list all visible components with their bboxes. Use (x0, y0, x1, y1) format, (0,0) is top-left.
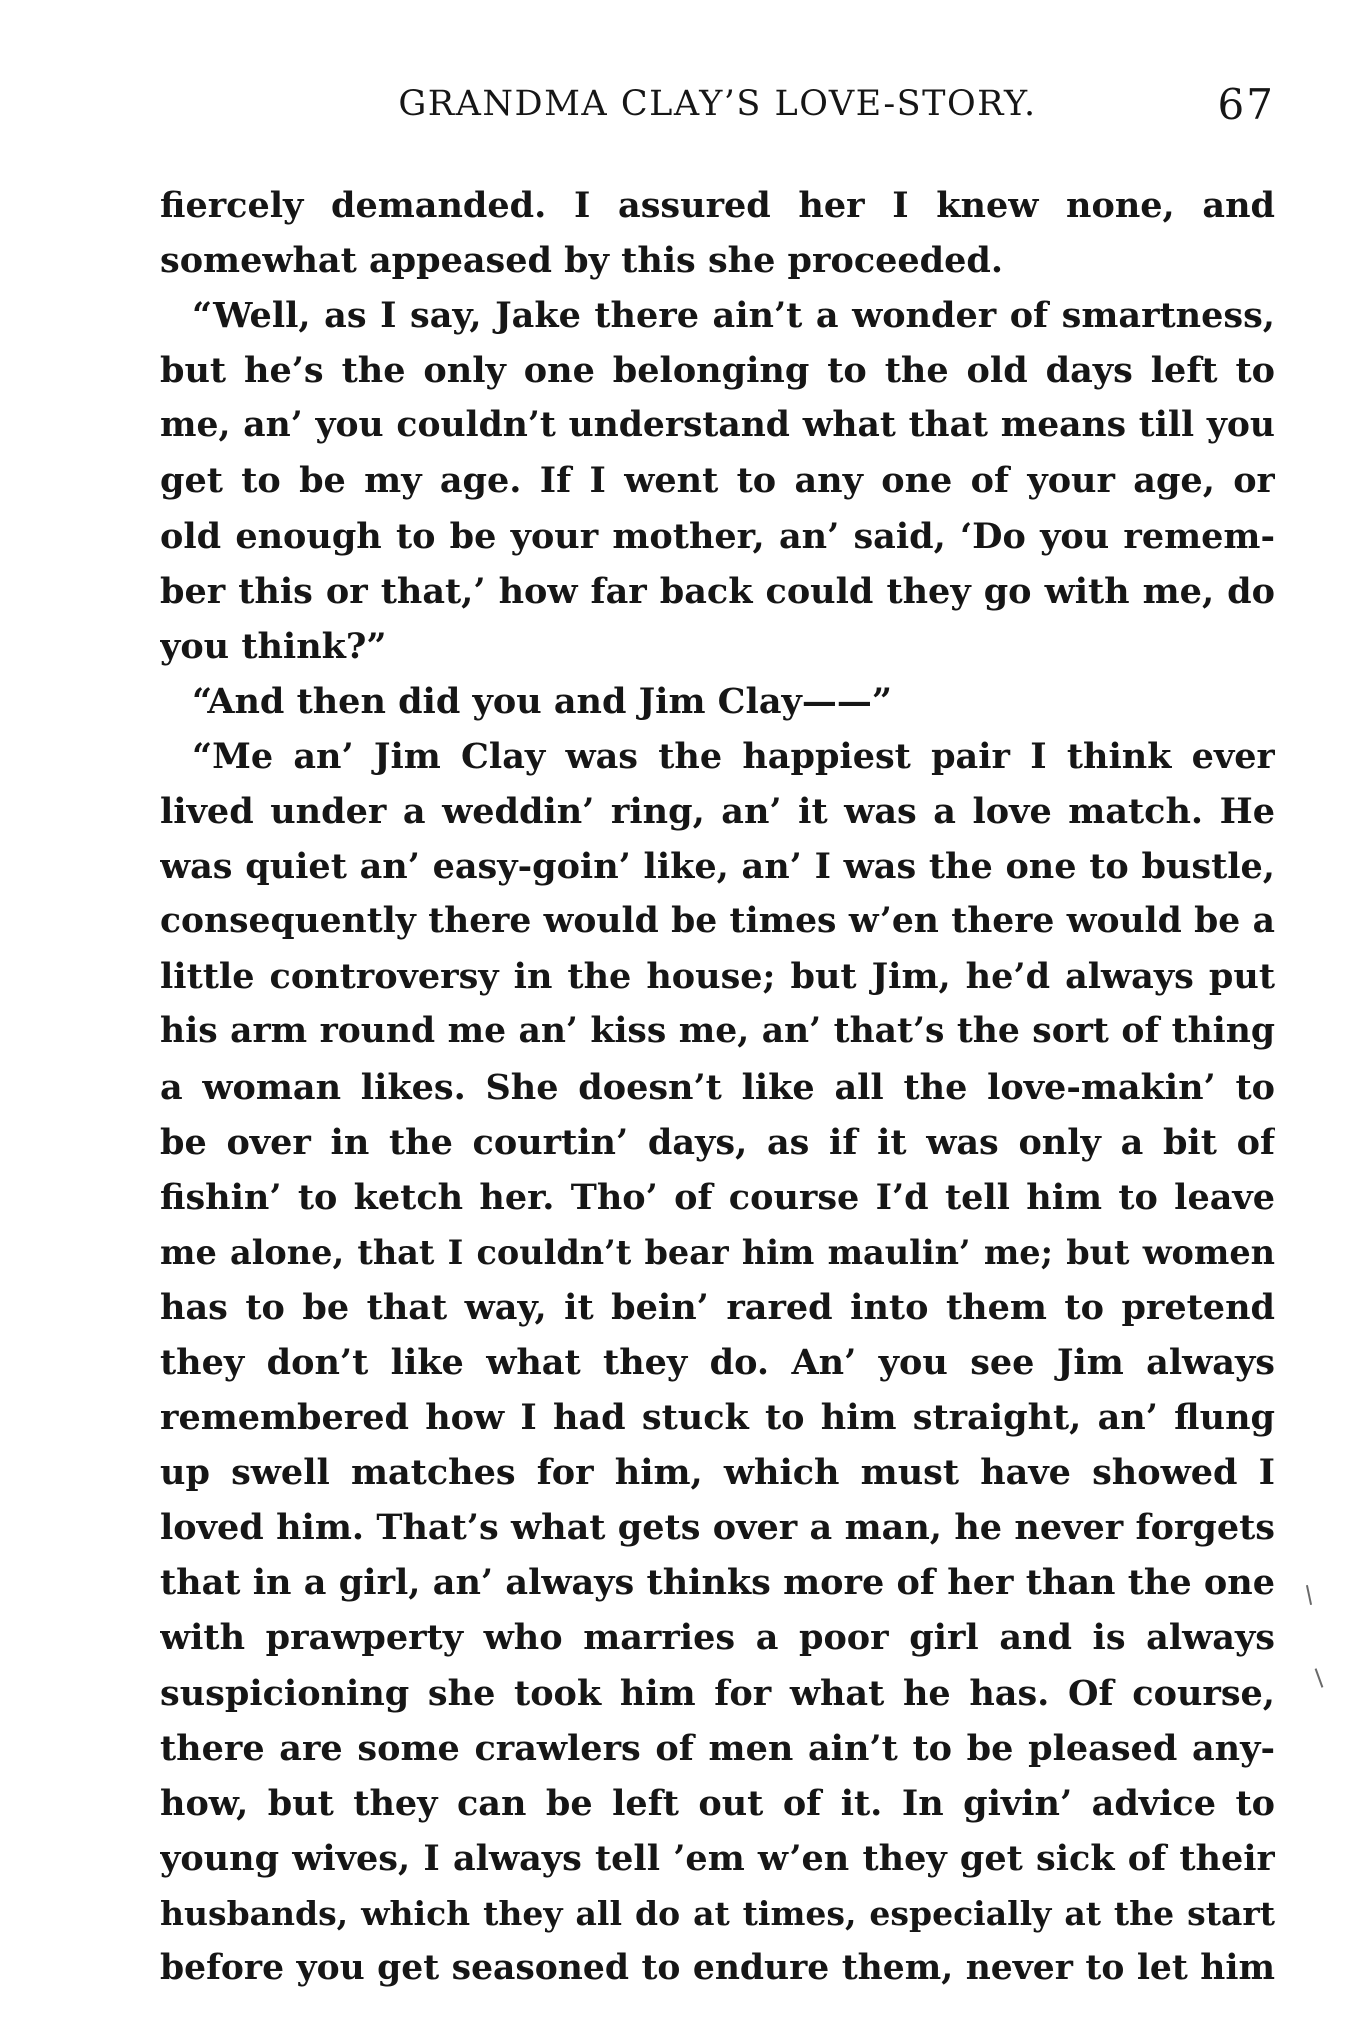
text-line: with prawperty who marries a poor girl and is always (160, 1617, 1275, 1659)
text-line: but he’s the only one belonging to the old days left to (160, 350, 1275, 392)
text-line: be over in the courtin’ days, as if it was only a bit of (160, 1121, 1275, 1163)
text-line: young wives, I always tell ’em w’en they get sick of their (160, 1837, 1275, 1879)
body-text (160, 178, 1275, 1996)
text-line: somewhat appeased by this she proceeded. (160, 240, 1004, 282)
text-line: there are some crawlers of men ain’t to be pleased any- (160, 1727, 1275, 1769)
text-line: you think?” (160, 625, 387, 667)
text-line: his arm round me an’ kiss me, an’ that’s the sort of thing (160, 1011, 1275, 1052)
text-line: old enough to be your mother, an’ said, ‘Do you remem- (160, 515, 1275, 557)
text-line: that in a girl, an’ always thinks more of her than the one (160, 1562, 1275, 1604)
text-line: a woman likes. She doesn’t like all the love-makin’ to (160, 1066, 1275, 1108)
text-line: “Well, as I say, Jake there ain’t a wonder of smartness, (192, 295, 1275, 337)
text-line: remembered how I had stuck to him straight, an’ flung (160, 1397, 1275, 1439)
text-line: ber this or that,’ how far back could they go with me, do (160, 570, 1275, 612)
text-line: loved him. That’s what gets over a man, he never forgets (160, 1507, 1275, 1549)
page-number: 67 (1217, 80, 1275, 129)
text-line: me, an’ you couldn’t understand what that means till you (160, 405, 1275, 446)
text-line: consequently there would be times w’en there would be a (160, 901, 1275, 942)
text-line: “And then did you and Jim Clay——” (192, 680, 892, 722)
text-line: was quiet an’ easy-goin’ like, an’ I was the one to bustle, (160, 846, 1275, 888)
running-title: GRANDMA CLAY’S LOVE-STORY. (398, 84, 1037, 124)
text-line: suspicioning she took him for what he has. Of course, (160, 1672, 1275, 1714)
margin-speck (1306, 1585, 1312, 1605)
text-line: lived under a weddin’ ring, an’ it was a love match. He (160, 791, 1275, 833)
text-line: little controversy in the house; but Jim, he’d always put (160, 956, 1275, 998)
text-line: fishin’ to ketch her. Tho’ of course I’d tell him to leave (160, 1176, 1275, 1218)
text-line: has to be that way, it bein’ rared into them to pretend (160, 1286, 1275, 1328)
text-line: me alone, that I couldn’t bear him maulin’ me; but women (160, 1232, 1275, 1272)
text-line: get to be my age. If I went to any one of your age, or (160, 460, 1275, 502)
text-line: before you get seasoned to endure them, never to let him (160, 1948, 1275, 1988)
text-line: “Me an’ Jim Clay was the happiest pair I think ever (192, 735, 1275, 777)
text-line: husbands, which they all do at times, especially at the start (160, 1893, 1275, 1933)
text-line: they don’t like what they do. An’ you see Jim always (160, 1341, 1275, 1383)
text-line: fiercely demanded. I assured her I knew none, and (160, 185, 1275, 226)
margin-speck (1315, 1668, 1324, 1687)
running-head (160, 80, 1275, 144)
text-line: up swell matches for him, which must have showed I (160, 1452, 1275, 1494)
text-line: how, but they can be left out of it. In givin’ advice to (160, 1782, 1275, 1824)
